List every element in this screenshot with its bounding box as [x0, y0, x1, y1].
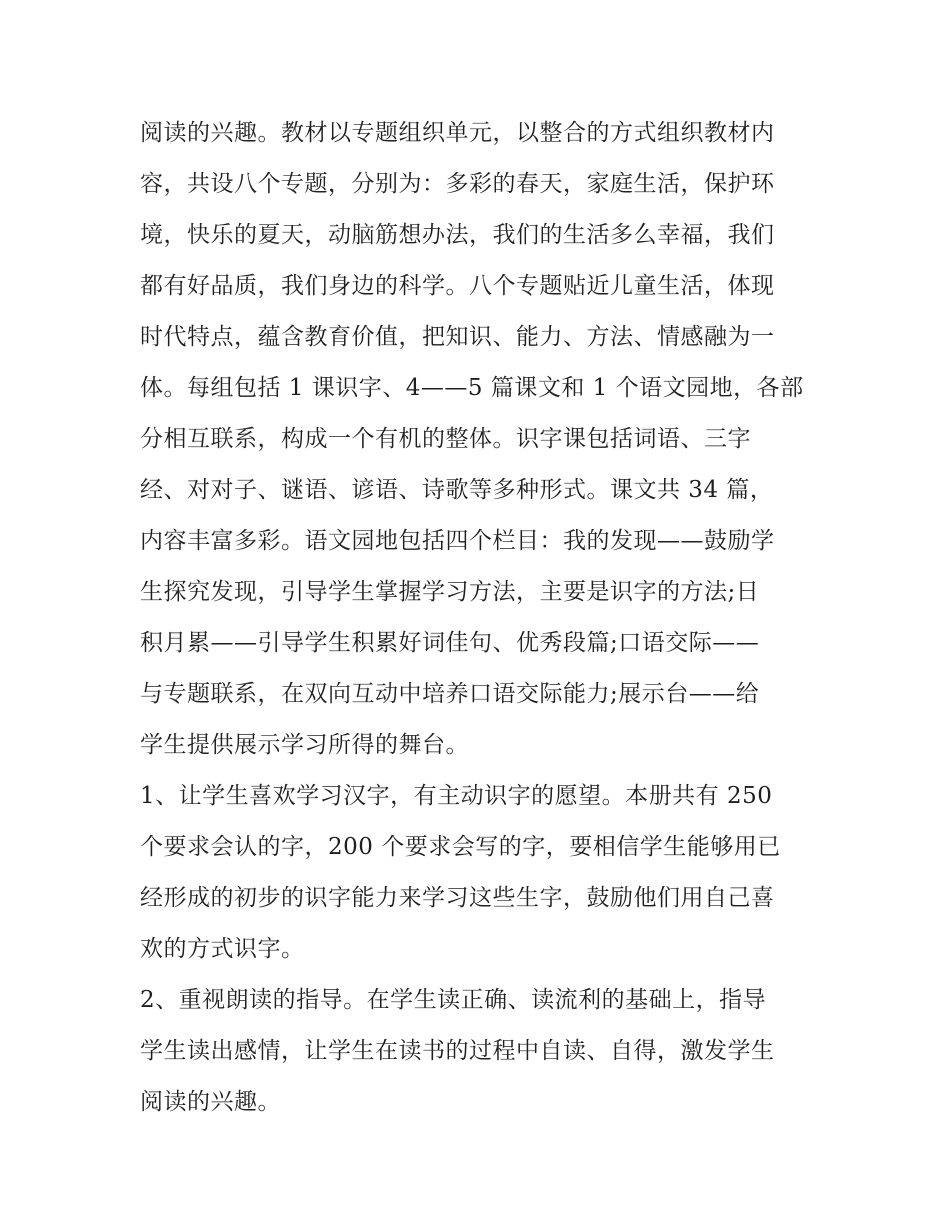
text-line: 学生提供展示学习所得的舞台。 — [140, 732, 469, 758]
text-line: 时代特点，蕴含教育价值，把知识、能力、方法、情感融为一 — [140, 324, 775, 350]
text-line: 与专题联系，在双向互动中培养口语交际能力;展示台——给 — [140, 681, 760, 707]
numbered-item-line: 1、让学生喜欢学习汉字，有主动识字的愿望。本册共有 250 — [140, 783, 773, 809]
text-line: 经形成的初步的识字能力来学习这些生字，鼓励他们用自己喜 — [140, 885, 775, 911]
text-line: 个要求会认的字，200 个要求会写的字，要相信学生能够用已 — [140, 834, 781, 860]
text-line: 体。每组包括 1 课识字、4——5 篇课文和 1 个语文园地，各部 — [140, 375, 804, 401]
text-line: 阅读的兴趣。教材以专题组织单元，以整合的方式组织教材内 — [140, 120, 775, 146]
text-line: 生探究发现，引导学生掌握学习方法，主要是识字的方法;日 — [140, 579, 760, 605]
text-line: 学生读出感情，让学生在读书的过程中自读、自得，激发学生 — [140, 1038, 775, 1064]
text-line: 分相互联系，构成一个有机的整体。识字课包括词语、三字 — [140, 426, 751, 452]
text-line: 阅读的兴趣。 — [140, 1089, 281, 1115]
text-line: 都有好品质，我们身边的科学。八个专题贴近儿童生活，体现 — [140, 273, 775, 299]
text-line: 容，共设八个专题，分别为：多彩的春天，家庭生活，保护环 — [140, 171, 775, 197]
text-line: 积月累——引导学生积累好词佳句、优秀段篇;口语交际—— — [140, 630, 760, 656]
text-line: 内容丰富多彩。语文园地包括四个栏目：我的发现——鼓励学 — [140, 528, 775, 554]
document-body — [140, 108, 820, 1128]
text-line: 境，快乐的夏天，动脑筋想办法，我们的生活多么幸福，我们 — [140, 222, 775, 248]
text-line: 欢的方式识字。 — [140, 936, 305, 962]
text-line: 经、对对子、谜语、谚语、诗歌等多种形式。课文共 34 篇， — [140, 477, 774, 503]
numbered-item-line: 2、重视朗读的指导。在学生读正确、读流利的基础上，指导 — [140, 987, 767, 1013]
